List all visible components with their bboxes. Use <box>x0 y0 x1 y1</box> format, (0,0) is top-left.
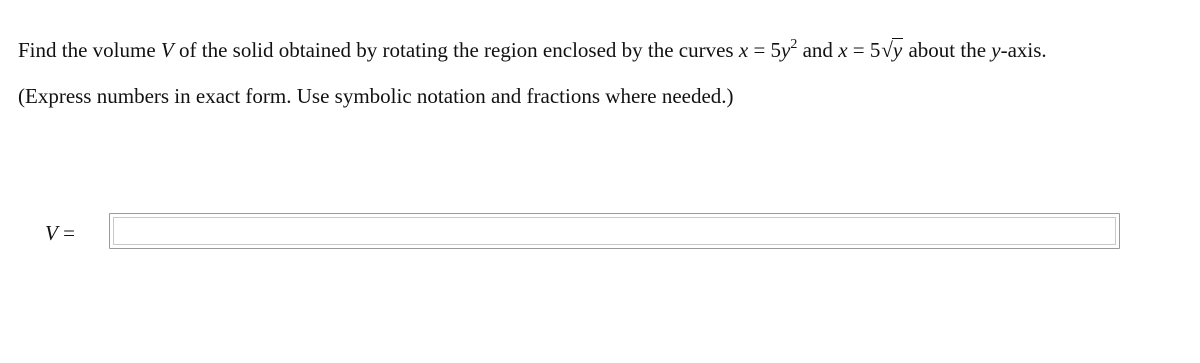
problem-text: Find the volume <box>18 38 161 62</box>
math-variable: y <box>892 38 903 62</box>
problem-text: about the <box>903 38 992 62</box>
problem-text: -axis. <box>1000 38 1047 62</box>
volume-symbol: V <box>160 38 174 62</box>
problem-text: and <box>797 38 839 62</box>
answer-instructions: (Express numbers in exact form. Use symbolic notation and fractions where needed.) <box>18 84 734 108</box>
math-variable: x <box>838 38 848 62</box>
problem-statement <box>18 36 1047 64</box>
volume-symbol: V <box>45 221 58 245</box>
problem-text: of the solid obtained by rotating the region enclosed by the curves <box>173 38 739 62</box>
math-equals: = 5 <box>847 38 881 62</box>
square-root <box>881 36 903 64</box>
math-variable: x <box>738 38 749 62</box>
radical-sign: √ <box>881 38 893 62</box>
math-equals: = <box>57 221 75 245</box>
answer-label <box>45 219 75 247</box>
math-variable: y <box>781 38 791 62</box>
math-variable: y <box>991 38 1001 62</box>
answer-input[interactable] <box>109 213 1120 249</box>
math-equals: = 5 <box>748 38 782 62</box>
math-exponent: 2 <box>790 37 798 52</box>
